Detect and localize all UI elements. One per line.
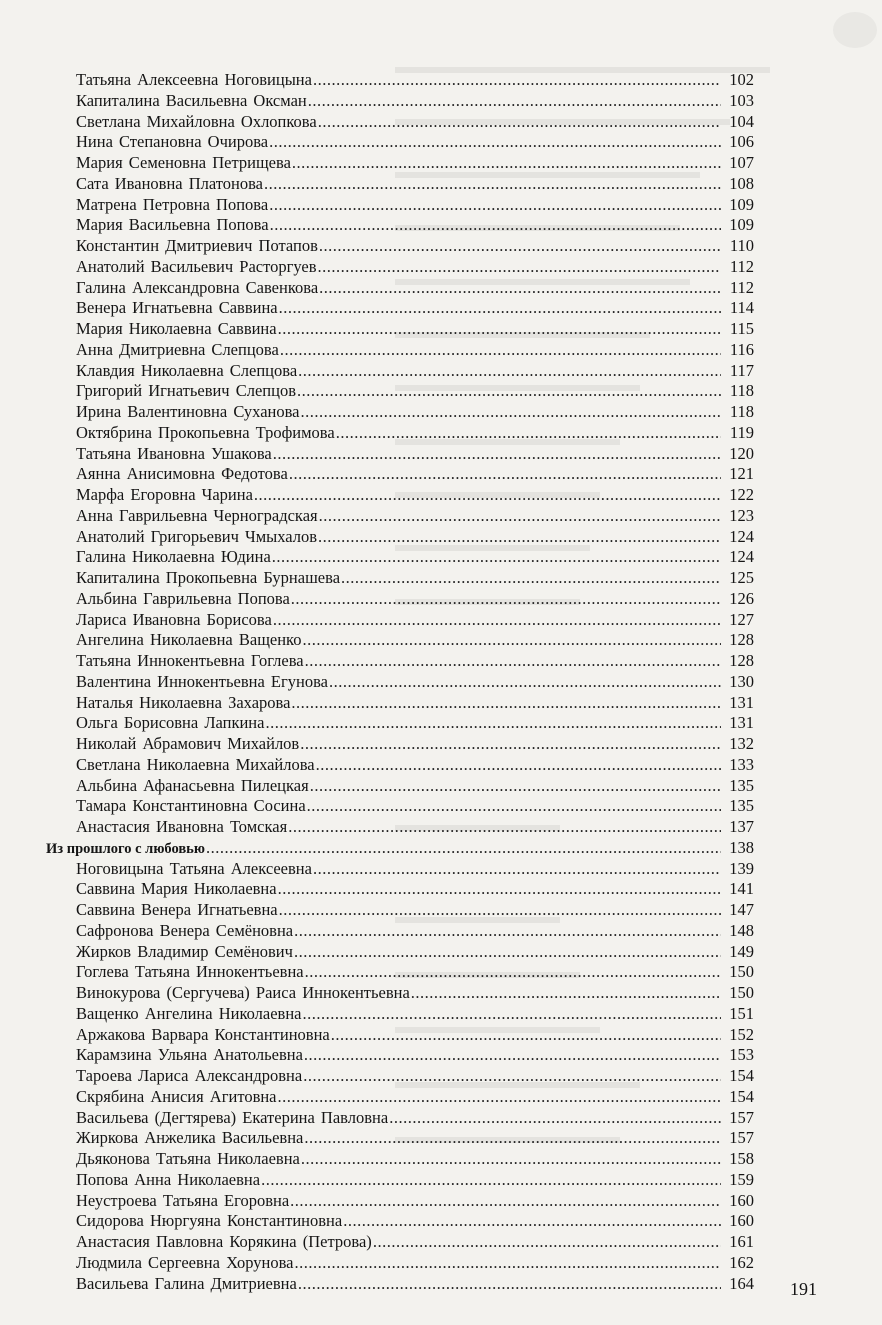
toc-dot-leader <box>272 547 721 568</box>
toc-dot-leader <box>303 1004 722 1025</box>
toc-entry <box>46 298 754 319</box>
toc-entry <box>46 1191 754 1212</box>
toc-entry-name: Ирина Валентиновна Суханова <box>76 402 300 421</box>
toc-entry <box>46 1087 754 1108</box>
toc-entry-page-number: 150 <box>729 962 754 982</box>
toc-entry-name: Сата Ивановна Платонова <box>76 173 263 193</box>
toc-section-heading <box>46 838 754 859</box>
toc-dot-leader <box>292 153 721 174</box>
toc-entry-page-number: 109 <box>729 215 754 235</box>
toc-entry-page-number: 102 <box>729 70 754 89</box>
toc-entry-name: Мария Николаевна Саввина <box>76 319 277 338</box>
toc-entry-page-number: 112 <box>729 256 754 276</box>
toc-entry-name: Октябрина Прокопьевна Трофимова <box>76 422 335 442</box>
table-of-contents <box>46 70 754 1294</box>
toc-entry <box>46 1004 754 1025</box>
toc-entry-page-number: 108 <box>729 173 754 193</box>
toc-dot-leader <box>319 278 721 299</box>
toc-entry <box>46 153 754 174</box>
toc-entry <box>46 381 754 402</box>
toc-dot-leader <box>303 630 722 651</box>
toc-entry-name: Анатолий Григорьевич Чмыхалов <box>76 526 318 546</box>
toc-entry-page-number: 127 <box>729 609 754 629</box>
toc-entry-page-number: 115 <box>729 319 754 338</box>
toc-entry <box>46 879 754 900</box>
toc-entry <box>46 796 754 817</box>
toc-entry-name: Матрена Петровна Попова <box>76 194 269 214</box>
toc-dot-leader <box>273 444 721 465</box>
toc-entry-page-number: 128 <box>729 651 754 670</box>
toc-entry <box>46 1170 754 1191</box>
toc-entry <box>46 589 754 610</box>
toc-entry-name: Светлана Михайловна Охлопкова <box>76 111 317 131</box>
toc-entry-page-number: 131 <box>729 713 754 733</box>
toc-dot-leader <box>278 1087 721 1108</box>
toc-entry <box>46 132 754 153</box>
toc-entry-page-number: 122 <box>729 485 754 504</box>
toc-dot-leader <box>319 506 721 527</box>
toc-entry <box>46 610 754 631</box>
toc-dot-leader <box>269 195 721 216</box>
toc-entry <box>46 817 754 838</box>
toc-entry-name: Неустроева Татьяна Егоровна <box>76 1190 290 1210</box>
toc-entry-page-number: 120 <box>729 443 754 463</box>
toc-dot-leader <box>389 1108 721 1129</box>
toc-entry-name: Татьяна Иннокентьевна Гоглева <box>76 651 304 670</box>
toc-entry <box>46 568 754 589</box>
toc-entry-page-number: 118 <box>729 381 754 401</box>
toc-entry <box>46 1025 754 1046</box>
toc-entry-page-number: 148 <box>729 920 754 940</box>
toc-entry-name: Ольга Борисовна Лапкина <box>76 713 265 733</box>
toc-entry <box>46 921 754 942</box>
toc-entry-page-number: 130 <box>729 671 754 691</box>
toc-entry-page-number: 141 <box>729 879 754 899</box>
toc-entry <box>46 215 754 236</box>
toc-dot-leader <box>303 1066 721 1087</box>
toc-entry-page-number: 160 <box>729 1211 754 1231</box>
toc-dot-leader <box>294 921 721 942</box>
toc-entry <box>46 734 754 755</box>
toc-entry-page-number: 152 <box>729 1024 754 1044</box>
toc-entry-page-number: 117 <box>729 360 754 380</box>
toc-entry-page-number: 106 <box>729 132 754 152</box>
toc-entry-page-number: 114 <box>729 298 754 318</box>
toc-entry-name: Винокурова (Сергучева) Раиса Иннокентьевна <box>76 983 410 1002</box>
toc-dot-leader <box>341 568 721 589</box>
toc-dot-leader <box>316 755 721 776</box>
toc-entry <box>46 942 754 963</box>
toc-dot-leader <box>313 859 721 880</box>
toc-entry-page-number: 154 <box>729 1086 754 1106</box>
toc-entry-page-number: 131 <box>729 692 754 712</box>
toc-dot-leader <box>313 70 721 91</box>
toc-dot-leader <box>318 257 721 278</box>
toc-entry-name: Альбина Афанасьевна Пилецкая <box>76 775 309 795</box>
toc-entry-name: Константин Дмитриевич Потапов <box>76 236 318 255</box>
toc-entry <box>46 340 754 361</box>
toc-entry-page-number: 149 <box>729 941 754 961</box>
toc-entry <box>46 70 754 91</box>
toc-dot-leader <box>318 112 721 133</box>
toc-entry-page-number: 126 <box>729 588 754 608</box>
toc-entry-page-number: 124 <box>729 526 754 546</box>
toc-entry-page-number: 133 <box>729 754 754 774</box>
toc-entry-page-number: 119 <box>729 422 754 442</box>
toc-entry-name: Саввина Мария Николаевна <box>76 879 277 899</box>
toc-entry <box>46 278 754 299</box>
toc-entry <box>46 485 754 506</box>
toc-dot-leader <box>288 817 721 838</box>
toc-entry <box>46 361 754 382</box>
toc-section-title: Из прошлого с любовью <box>46 840 205 857</box>
toc-entry-name: Дьяконова Татьяна Николаевна <box>76 1149 300 1168</box>
toc-entry-page-number: 161 <box>729 1232 754 1251</box>
toc-entry-name: Мария Семеновна Петрищева <box>76 153 291 172</box>
toc-entry-page-number: 103 <box>729 90 754 110</box>
toc-entry-page-number: 112 <box>729 277 754 297</box>
toc-entry <box>46 962 754 983</box>
toc-entry <box>46 547 754 568</box>
toc-dot-leader <box>373 1232 721 1253</box>
toc-entry <box>46 1232 754 1253</box>
toc-entry-page-number: 107 <box>729 153 754 172</box>
toc-entry-name: Тароева Лариса Александровна <box>76 1066 303 1085</box>
toc-entry <box>46 91 754 112</box>
toc-dot-leader <box>298 1274 721 1295</box>
toc-entry <box>46 1253 754 1274</box>
toc-entry <box>46 319 754 340</box>
toc-entry-name: Аянна Анисимовна Федотова <box>76 464 288 484</box>
toc-entry <box>46 776 754 797</box>
toc-entry <box>46 713 754 734</box>
toc-entry-page-number: 154 <box>729 1066 754 1085</box>
toc-entry-name: Попова Анна Николаевна <box>76 1169 261 1189</box>
toc-entry <box>46 630 754 651</box>
toc-entry-page-number: 147 <box>729 900 754 919</box>
toc-dot-leader <box>304 1045 721 1066</box>
toc-entry-page-number: 139 <box>729 858 754 878</box>
toc-entry <box>46 236 754 257</box>
toc-entry-name: Нина Степановна Очирова <box>76 132 269 152</box>
toc-entry <box>46 983 754 1004</box>
toc-entry-name: Гоглева Татьяна Иннокентьевна <box>76 962 304 982</box>
toc-entry <box>46 1128 754 1149</box>
toc-dot-leader <box>279 900 721 921</box>
toc-entry-name: Мария Васильевна Попова <box>76 215 269 235</box>
toc-entry-page-number: 128 <box>729 630 754 650</box>
toc-entry-page-number: 123 <box>729 505 754 525</box>
toc-entry-name: Альбина Гаврильевна Попова <box>76 588 290 608</box>
toc-entry-name: Сидорова Нюргуяна Константиновна <box>76 1211 343 1231</box>
toc-entry <box>46 444 754 465</box>
toc-entry <box>46 755 754 776</box>
toc-entry-name: Наталья Николаевна Захарова <box>76 692 291 712</box>
toc-entry <box>46 423 754 444</box>
toc-entry <box>46 1274 754 1295</box>
toc-entry-name: Капиталина Васильевна Оксман <box>76 90 307 110</box>
toc-entry-name: Валентина Иннокентьевна Егунова <box>76 671 328 691</box>
toc-entry-name: Григорий Игнатьевич Слепцов <box>76 381 296 401</box>
toc-dot-leader <box>269 132 721 153</box>
toc-entry-page-number: 164 <box>729 1273 754 1293</box>
toc-dot-leader <box>294 942 721 963</box>
toc-entry-name: Аржакова Варвара Константиновна <box>76 1024 330 1044</box>
toc-entry-name: Тамара Константиновна Сосина <box>76 796 306 816</box>
toc-entry <box>46 1149 754 1170</box>
toc-dot-leader <box>411 983 721 1004</box>
toc-entry-name: Анна Дмитриевна Слепцова <box>76 339 279 359</box>
toc-entry-name: Анастасия Ивановна Томская <box>76 817 288 836</box>
toc-dot-leader <box>305 962 721 983</box>
toc-dot-leader <box>343 1211 721 1232</box>
toc-entry-page-number: 157 <box>729 1128 754 1148</box>
toc-entry-name: Клавдия Николаевна Слепцова <box>76 360 298 380</box>
toc-dot-leader <box>254 485 721 506</box>
toc-entry-page-number: 109 <box>729 194 754 214</box>
toc-entry <box>46 651 754 672</box>
toc-entry <box>46 464 754 485</box>
toc-dot-leader <box>304 1128 721 1149</box>
toc-entry <box>46 693 754 714</box>
toc-dot-leader <box>289 464 721 485</box>
toc-entry-page-number: 125 <box>729 568 754 587</box>
toc-entry-name: Анна Гаврильевна Черноградская <box>76 505 318 525</box>
toc-dot-leader <box>300 734 721 755</box>
toc-entry-name: Сафронова Венера Семёновна <box>76 920 294 940</box>
toc-dot-leader <box>329 672 721 693</box>
toc-entry-page-number: 151 <box>729 1003 754 1023</box>
toc-entry-name: Капиталина Прокопьевна Бурнашева <box>76 568 341 587</box>
toc-entry-name: Анастасия Павловна Корякина (Петрова) <box>76 1232 372 1251</box>
toc-entry-page-number: 116 <box>729 339 754 359</box>
toc-entry-page-number: 110 <box>729 236 754 255</box>
toc-entry-name: Галина Николаевна Юдина <box>76 547 271 567</box>
toc-entry-name: Ващенко Ангелина Николаевна <box>76 1003 302 1023</box>
toc-entry-name: Жирков Владимир Семёнович <box>76 941 293 961</box>
toc-entry-name: Лариса Ивановна Борисова <box>76 609 272 629</box>
toc-entry-page-number: 135 <box>729 775 754 795</box>
toc-entry-page-number: 121 <box>729 464 754 484</box>
toc-dot-leader <box>206 838 721 859</box>
toc-entry-page-number: 150 <box>729 983 754 1002</box>
toc-dot-leader <box>291 693 721 714</box>
toc-dot-leader <box>336 423 721 444</box>
toc-entry-page-number: 160 <box>729 1190 754 1210</box>
toc-dot-leader <box>265 713 721 734</box>
toc-entry-name: Васильева (Дегтярева) Екатерина Павловна <box>76 1107 389 1127</box>
toc-entry-page-number: 138 <box>729 837 754 857</box>
toc-entry <box>46 402 754 423</box>
toc-entry-name: Татьяна Алексеевна Ноговицына <box>76 70 312 89</box>
toc-entry-name: Жиркова Анжелика Васильевна <box>76 1128 304 1148</box>
toc-entry-name: Саввина Венера Игнатьевна <box>76 900 278 919</box>
toc-entry <box>46 506 754 527</box>
toc-entry <box>46 112 754 133</box>
toc-entry-page-number: 137 <box>729 817 754 836</box>
toc-dot-leader <box>280 340 721 361</box>
toc-dot-leader <box>301 402 721 423</box>
toc-dot-leader <box>273 610 721 631</box>
toc-dot-leader <box>307 796 721 817</box>
toc-entry-page-number: 118 <box>729 402 754 421</box>
toc-entry <box>46 257 754 278</box>
toc-entry-name: Анатолий Васильевич Расторгуев <box>76 256 317 276</box>
toc-entry-page-number: 104 <box>729 111 754 131</box>
toc-entry-page-number: 153 <box>729 1045 754 1065</box>
toc-entry <box>46 1045 754 1066</box>
toc-dot-leader <box>279 298 721 319</box>
toc-entry-page-number: 162 <box>729 1252 754 1272</box>
toc-dot-leader <box>318 527 721 548</box>
toc-dot-leader <box>308 91 721 112</box>
toc-dot-leader <box>264 174 721 195</box>
toc-entry-page-number: 158 <box>729 1149 754 1168</box>
toc-entry <box>46 859 754 880</box>
toc-entry-name: Людмила Сергеевна Хорунова <box>76 1252 294 1272</box>
toc-entry-name: Васильева Галина Дмитриевна <box>76 1273 297 1293</box>
toc-dot-leader <box>310 776 721 797</box>
toc-entry-page-number: 132 <box>729 734 754 753</box>
toc-entry <box>46 527 754 548</box>
toc-entry-page-number: 135 <box>729 796 754 816</box>
toc-dot-leader <box>298 361 721 382</box>
toc-entry <box>46 900 754 921</box>
toc-entry <box>46 195 754 216</box>
toc-entry-name: Венера Игнатьевна Саввина <box>76 298 278 318</box>
toc-entry-page-number: 159 <box>729 1169 754 1189</box>
toc-dot-leader <box>297 381 721 402</box>
toc-entry <box>46 1211 754 1232</box>
toc-dot-leader <box>270 215 721 236</box>
toc-entry <box>46 1066 754 1087</box>
toc-entry-name: Николай Абрамович Михайлов <box>76 734 300 753</box>
toc-dot-leader <box>290 1191 721 1212</box>
toc-entry-page-number: 157 <box>729 1107 754 1127</box>
toc-dot-leader <box>319 236 721 257</box>
toc-dot-leader <box>331 1025 721 1046</box>
toc-dot-leader <box>305 651 721 672</box>
toc-entry-page-number: 124 <box>729 547 754 567</box>
toc-entry <box>46 1108 754 1129</box>
toc-dot-leader <box>301 1149 721 1170</box>
toc-entry-name: Галина Александровна Савенкова <box>76 277 319 297</box>
toc-entry-name: Ангелина Николаевна Ващенко <box>76 630 302 650</box>
toc-entry <box>46 672 754 693</box>
toc-entry-name: Карамзина Ульяна Анатольевна <box>76 1045 303 1065</box>
toc-entry-name: Ноговицына Татьяна Алексеевна <box>76 858 312 878</box>
toc-dot-leader <box>294 1253 721 1274</box>
toc-dot-leader <box>278 319 721 340</box>
toc-entry-name: Светлана Николаевна Михайлова <box>76 754 315 774</box>
toc-entry-name: Марфа Егоровна Чарина <box>76 485 253 504</box>
toc-dot-leader <box>291 589 721 610</box>
toc-dot-leader <box>261 1170 721 1191</box>
toc-entry-name: Скрябина Анисия Агитовна <box>76 1086 277 1106</box>
toc-entry <box>46 174 754 195</box>
toc-dot-leader <box>278 879 721 900</box>
page-number: 191 <box>790 1279 817 1299</box>
toc-entry-name: Татьяна Ивановна Ушакова <box>76 443 272 463</box>
